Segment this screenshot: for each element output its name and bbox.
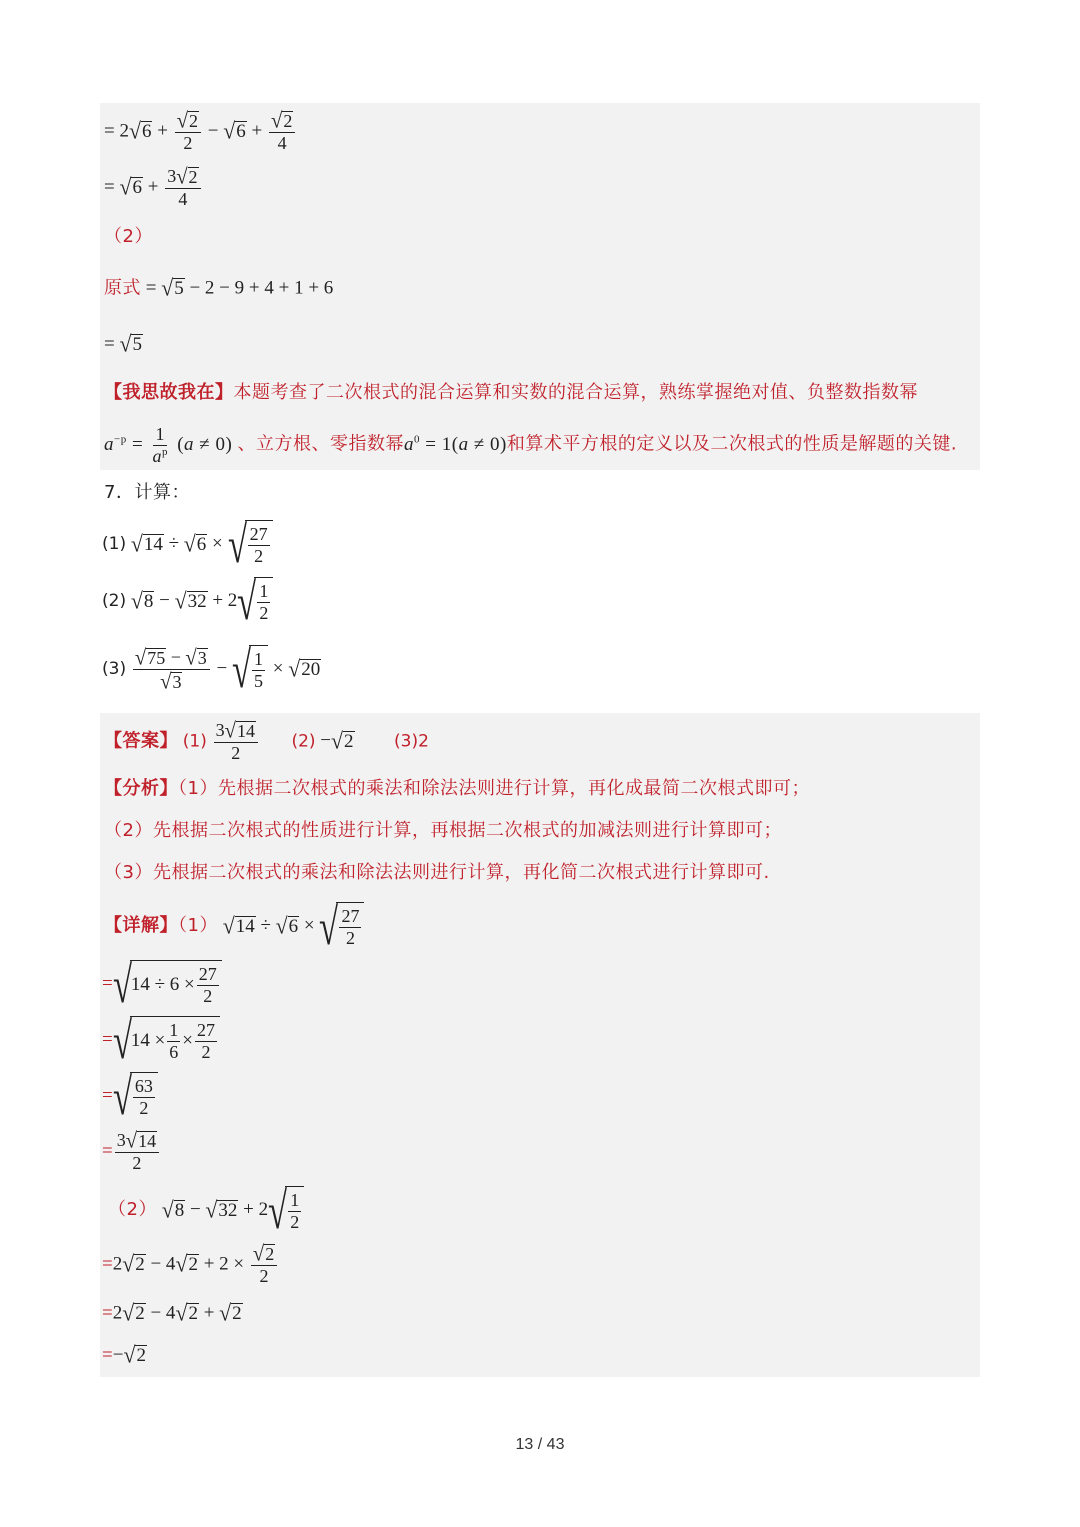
detail-label: （2） [108, 1199, 157, 1221]
detail-tag: 【详解】 [104, 915, 178, 937]
analysis-tag: 【分析】 [104, 778, 178, 799]
fraction: √ 2 2 [175, 110, 201, 154]
formula-zero-exponent: $a^0 = 1(a \ne 0)$ [404, 433, 507, 455]
answer-2: − √ 2 [320, 728, 354, 754]
detail-step: =− √ 2 [102, 1342, 146, 1368]
reflection-line-2 [104, 424, 957, 466]
solution-step: = 2 √ 6 + √ 2 2 − √ 6 + √ 2 4 [104, 110, 297, 154]
answer-1: 3 √ 14 2 [214, 720, 258, 764]
analysis-line-3: （3）先根据二次根式的乘法和除法法则进行计算，再化简二次根式进行计算即可. [104, 862, 770, 883]
item-label: (3) [102, 659, 127, 680]
detail-line: 【详解】（1） √ 14 ÷ √ 6 × √ $\frac{27}{2}$ [104, 902, 364, 951]
analysis-line-2: （2）先根据二次根式的性质进行计算，再根据二次根式的加减法则进行计算即可； [104, 820, 782, 841]
answer-label: (2) [291, 731, 316, 752]
reflection-text: 、立方根、零指数幂 [237, 433, 405, 455]
fraction: √ 2 4 [269, 110, 295, 154]
reflection-text: 和算术平方根的定义以及二次根式的性质是解题的关键. [506, 433, 958, 455]
formula-negative-exponent: $a^{-p}$ = $\frac{1}{a^p}$ (a ≠ 0) [104, 424, 238, 466]
item-label: (2) [102, 591, 127, 612]
equation-text: = 2 [104, 120, 129, 142]
solution-step: = √ 6 + 3 √ 2 4 [104, 166, 203, 210]
fraction: 3 √ 2 4 [165, 166, 200, 210]
detail-step: = √ $\frac{63}{2}$ [102, 1072, 158, 1121]
reflection-line-1 [104, 384, 918, 402]
question-item: (3) √ 75 − √ 3 √ 3 − √ $\frac{1}{5}$ × √ 20 [102, 640, 321, 699]
detail-step: = 3 √ 14 2 [102, 1130, 161, 1174]
reflection-tag: 【我思故我在】 [104, 382, 234, 403]
solution-step: 原式 = √ 5 − 2 − 9 + 4 + 1 + 6 [104, 275, 334, 301]
analysis-line-1 [104, 780, 810, 798]
detail-step: =2 √ 2 − 4 √ 2 + √ 2 [102, 1300, 242, 1326]
answer-label: (1) [182, 731, 207, 752]
question-item: (1) √ 14 ÷ √ 6 × √ $\frac{27}{2}$ [102, 520, 273, 569]
detail-step: =2 √ 2 − 4 √ 2 + 2 × √ 2 2 [102, 1243, 279, 1287]
detail-line: （2） √ 8 − √ 32 + 2 √ $\frac{1}{2}$ [108, 1186, 304, 1235]
analysis-text: （1）先根据二次根式的乘法和除法法则进行计算，再化成最简二次根式即可； [178, 778, 810, 799]
question-item: (2) √ 8 − √ 32 + 2 √ $\frac{1}{2}$ [102, 577, 273, 626]
reflection-text: 本题考查了二次根式的混合运算和实数的混合运算，熟练掌握绝对值、负整数指数幂 [233, 382, 918, 403]
original-label: 原式 [104, 277, 141, 299]
answer-3: (3)2 [394, 731, 429, 752]
question-heading: 7．计算： [104, 482, 190, 503]
detail-step: = √ 14 × $\frac{1}{6}$ × $\frac{27}{2}$ [102, 1016, 220, 1065]
page-number: 13 / 43 [515, 1436, 565, 1453]
detail-label: （1） [178, 915, 218, 937]
answer-line [104, 720, 429, 764]
answer-tag: 【答案】 [104, 730, 178, 752]
detail-step: = √ 14 ÷ 6 × $\frac{27}{2}$ [102, 960, 222, 1009]
part-label: （2） [104, 226, 153, 247]
item-label: (1) [102, 534, 127, 555]
solution-result: = √ 5 [104, 331, 142, 357]
